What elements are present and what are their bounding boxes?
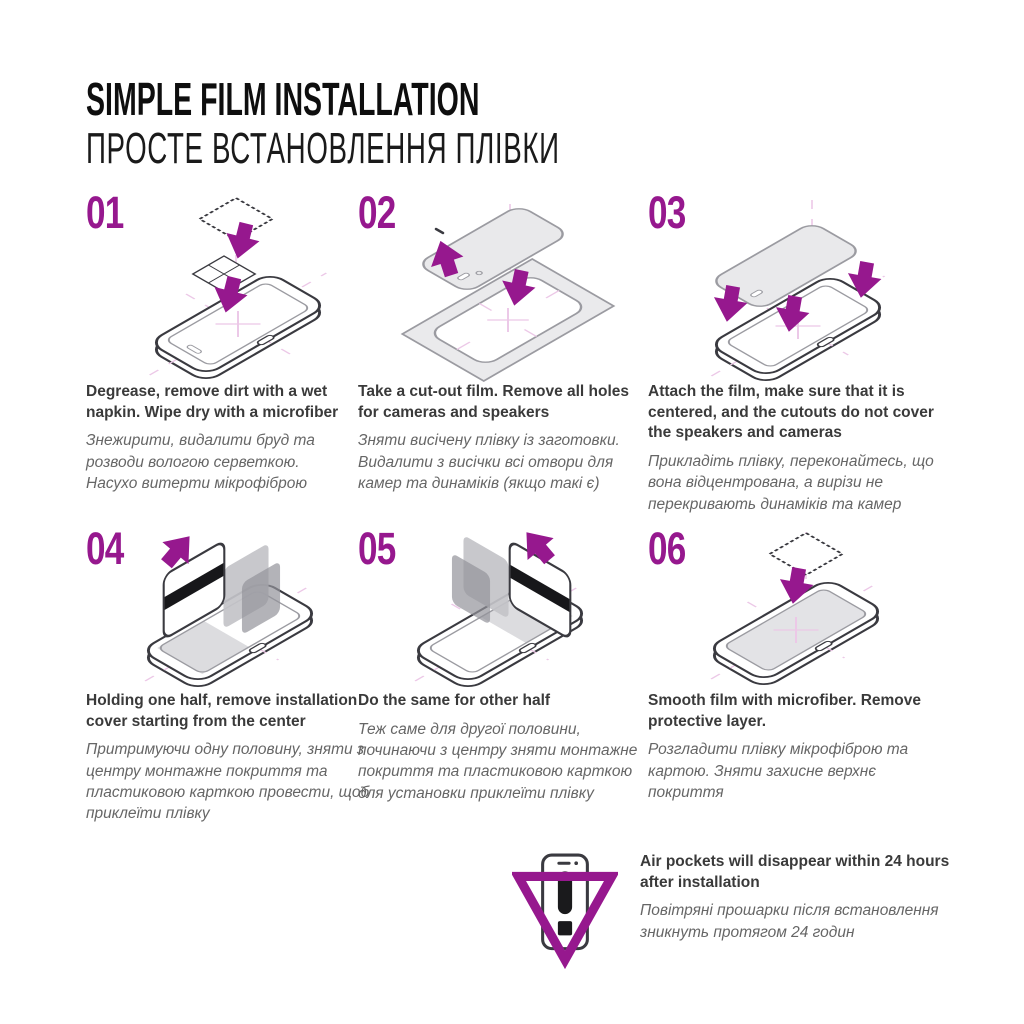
step-03-text-ua: Прикладіть плівку, переконайтесь, що вона відцентрована, а вирізи не перекривають динаміків та камер xyxy=(648,452,934,513)
step-02-illustration xyxy=(358,187,644,382)
step-05-illustration xyxy=(358,523,650,691)
warning-text xyxy=(640,850,956,943)
remove-cover-other-half-illustration-icon xyxy=(390,528,620,691)
backing-sheet-icon xyxy=(402,259,613,381)
step-02-text-ua: Зняти висічену плівку із заготовки. Видалити з висічки всі отвори для камер та динаміків (якщо такі є) xyxy=(358,432,620,492)
step-02-text-en: Take a cut-out film. Remove all holes for cameras and speakers xyxy=(358,383,630,421)
step-06-illustration xyxy=(648,523,954,691)
microfiber-icon xyxy=(770,533,843,575)
air-pockets-warning xyxy=(512,850,956,970)
step-04-text-en: Holding one half, remove installation cover starting from the center xyxy=(86,692,358,730)
step-05-text-en: Do the same for other half xyxy=(358,692,551,709)
microfiber-icon xyxy=(200,198,273,240)
warning-text-ua: Повітряні прошарки після встановлення зникнуть протягом 24 годин xyxy=(640,902,939,941)
clean-phone-illustration-icon xyxy=(118,192,348,382)
step-01 xyxy=(86,187,354,494)
step-06 xyxy=(648,523,954,803)
step-04 xyxy=(86,523,372,825)
step-01-text-ua: Знежирити, видалити бруд та розводи вологою серветкою. Насухо витерти мікрофіброю xyxy=(86,432,315,492)
remove-cover-illustration-icon xyxy=(118,528,348,691)
page-title: SIMPLE FILM INSTALLATION xyxy=(86,73,480,125)
tick-mark xyxy=(436,229,443,233)
step-01-number: 01 xyxy=(86,187,124,238)
step-03-illustration xyxy=(648,187,954,382)
page-subtitle: ПРОСТЕ ВСТАНОВЛЕННЯ ПЛІВКИ xyxy=(86,124,560,173)
warning-phone-icon xyxy=(512,850,618,970)
exclamation-dot-icon xyxy=(558,921,572,935)
step-03-text-en: Attach the film, make sure that it is centered, and the cutouts do not cover the speakers and cameras xyxy=(648,383,934,442)
smooth-film-illustration-icon xyxy=(680,528,910,691)
step-04-number: 04 xyxy=(86,523,124,574)
step-05 xyxy=(358,523,650,804)
step-01-text-en: Degrease, remove dirt with a wet napkin. Wipe dry with a microfiber xyxy=(86,383,339,421)
step-04-illustration xyxy=(86,523,372,691)
step-06-text-ua: Розгладити плівку мікрофіброю та картою. Зняти захисне верхнє покриття xyxy=(648,741,909,801)
page-header xyxy=(86,73,838,173)
step-02 xyxy=(358,187,644,494)
step-02-number: 02 xyxy=(358,187,396,238)
step-05-number: 05 xyxy=(358,523,396,574)
camera-dot-icon xyxy=(574,861,578,865)
warning-text-en: Air pockets will disappear within 24 hours after installation xyxy=(640,853,950,891)
step-06-number: 06 xyxy=(648,523,686,574)
step-03 xyxy=(648,187,954,515)
step-06-text-en: Smooth film with microfiber. Remove protective layer. xyxy=(648,692,922,730)
cutout-film-illustration-icon xyxy=(390,192,620,382)
step-01-illustration xyxy=(86,187,354,382)
step-03-number: 03 xyxy=(648,187,686,238)
attach-film-illustration-icon xyxy=(680,192,910,382)
step-05-text-ua: Теж саме для другої половини, починаючи з центру зняти монтажне покриття та пластиковою карткою для установки приклеїти плівку xyxy=(358,720,638,802)
step-04-text-ua: Притримуючи одну половину, зняти з центру монтажне покриття та пластиковою карткою провести, щоб приклеїти плівку xyxy=(86,741,370,823)
